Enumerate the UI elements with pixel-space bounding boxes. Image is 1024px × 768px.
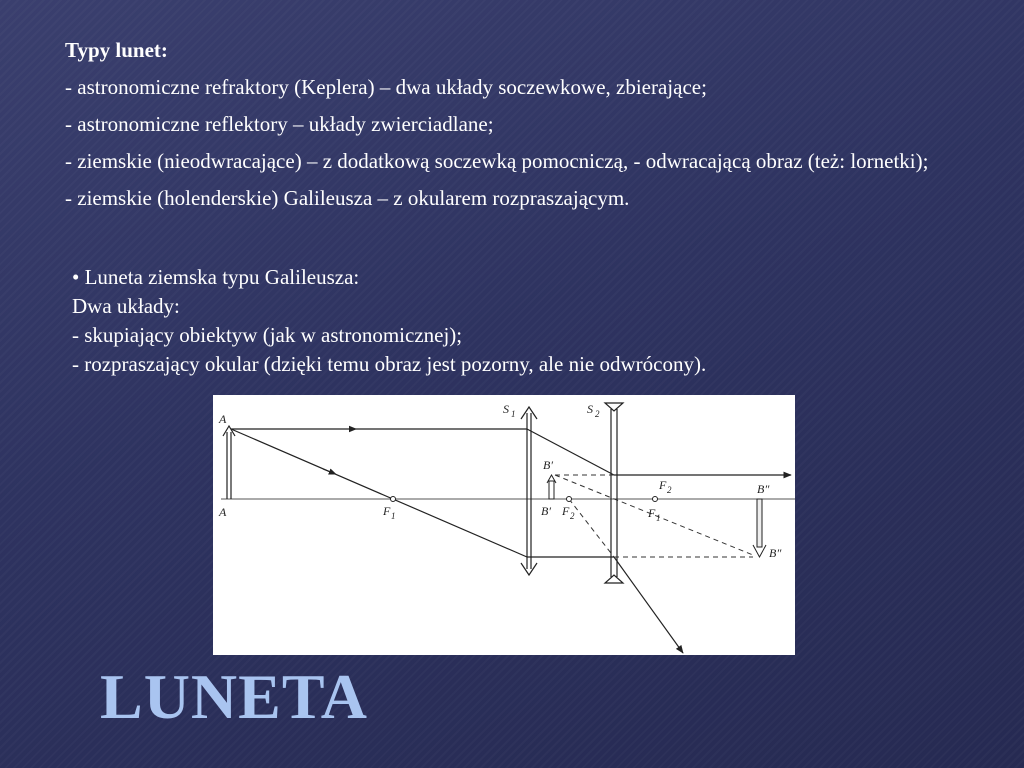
telescope-type-line: - astronomiczne refraktory (Keplera) – dwa układy soczewkowe, zbierające; [65, 75, 707, 99]
construction-line [569, 499, 614, 557]
label-b-prime-bottom: B′ [541, 504, 551, 518]
ray-exit-bottom [614, 557, 683, 653]
label-s2-sub: 2 [595, 409, 600, 419]
focal-point-f2-prime [653, 497, 658, 502]
telescope-type-line: - ziemskie (holenderskie) Galileusza – z okularem rozpraszającym. [65, 186, 630, 210]
lens-s2-bottom-icon [605, 575, 623, 583]
label-a-top: A [219, 412, 227, 426]
ray-through-f1 [231, 429, 527, 557]
label-f2-prime-sub: 2 [667, 485, 672, 495]
telescope-type-line: - ziemskie (nieodwracające) – z dodatkową soczewką pomocniczą, - odwracającą obraz (też: lornetki); [65, 149, 929, 173]
galileo-item: - rozpraszający okular (dzięki temu obraz jest pozorny, ale nie odwrócony). [72, 352, 707, 376]
text-block [65, 36, 961, 221]
label-b-double-prime-bottom: B″ [769, 546, 782, 560]
galileo-intro: Dwa układy: [72, 294, 180, 318]
lens-s2-top-icon [605, 403, 623, 411]
slide-title: LUNETA [100, 661, 368, 732]
lens-s1-bottom-icon [521, 563, 537, 575]
ray-direction-icon [323, 469, 333, 473]
galileo-telescope-diagram [213, 395, 795, 655]
label-f1-prime-sub: 1 [656, 513, 661, 523]
label-f2: F [562, 504, 570, 518]
label-a-bottom: A [219, 505, 227, 519]
slide-heading: Typy lunet: [65, 38, 168, 62]
telescope-type-line: - astronomiczne reflektory – układy zwierciadlane; [65, 112, 494, 136]
image-b-prime [549, 481, 554, 499]
galileo-title-line [72, 263, 952, 292]
lens-s1-top-icon [521, 407, 537, 419]
label-b-prime-top: B′ [543, 458, 553, 472]
image-b-double-prime [757, 499, 762, 547]
label-f1: F [383, 504, 391, 518]
optics-diagram-svg [213, 395, 795, 655]
label-f2-sub: 2 [570, 511, 575, 521]
object-arrowhead-icon [223, 426, 235, 436]
label-s1: S [503, 402, 509, 416]
focal-point-f1 [391, 497, 396, 502]
label-s1-sub: 1 [511, 409, 516, 419]
label-f1-sub: 1 [391, 511, 396, 521]
galileo-block [72, 263, 952, 379]
label-b-double-prime-top: B″ [757, 482, 770, 496]
ray-refracted-top [527, 429, 614, 475]
focal-point-f2 [567, 497, 572, 502]
bullet-icon: • [72, 265, 80, 289]
label-f2-prime: F [659, 478, 667, 492]
label-f1-prime: F [648, 506, 656, 520]
galileo-item: - skupiający obiektyw (jak w astronomicznej); [72, 323, 463, 347]
galileo-title: Luneta ziemska typu Galileusza: [84, 265, 360, 289]
label-s2: S [587, 402, 593, 416]
